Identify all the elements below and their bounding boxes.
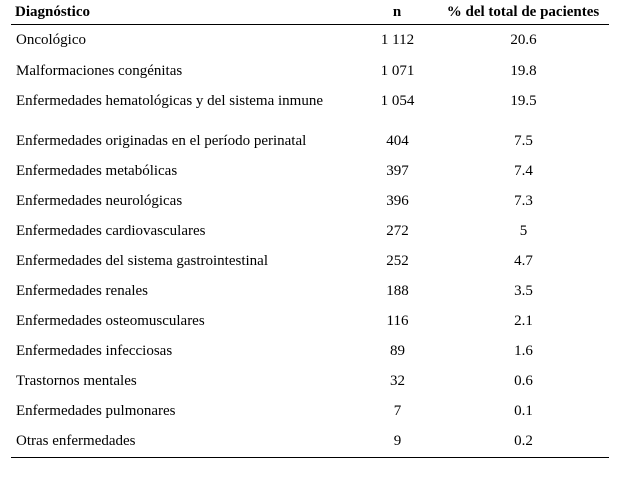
- cell-n: 252: [386, 252, 409, 269]
- cell-diagnosis: Oncológico: [16, 32, 86, 48]
- cell-percent: 1.6: [514, 342, 533, 359]
- cell-diagnosis: Enfermedades neurológicas: [16, 192, 183, 209]
- table-row: [11, 25, 609, 56]
- cell-percent: 2.1: [514, 312, 533, 329]
- cell-diagnosis: Malformaciones congénitas: [16, 62, 183, 79]
- cell-n: 32: [390, 372, 405, 389]
- table-body: [11, 25, 609, 458]
- cell-diagnosis: Enfermedades osteomusculares: [16, 312, 205, 329]
- cell-n: 396: [386, 192, 409, 209]
- cell-n: 1 112: [380, 32, 415, 48]
- cell-n: 1 054: [380, 92, 415, 109]
- cell-percent: 4.7: [514, 252, 533, 269]
- table-row: [11, 276, 609, 306]
- cell-percent: 0.2: [433, 426, 609, 458]
- cell-n: 188: [386, 282, 409, 299]
- table-row: [11, 86, 609, 126]
- cell-percent: 5: [519, 222, 528, 239]
- table-row: [11, 156, 609, 186]
- cell-diagnosis: Otras enfermedades: [11, 426, 357, 458]
- cell-n: 89: [390, 342, 405, 359]
- table-row: [11, 366, 609, 396]
- cell-percent: 19.8: [510, 62, 537, 79]
- cell-diagnosis: Trastornos mentales: [16, 372, 137, 389]
- table-row: [11, 186, 609, 216]
- cell-percent: 7.4: [514, 162, 533, 179]
- cell-percent: 3.5: [514, 282, 533, 299]
- table-header: [11, 0, 609, 25]
- table-row: [11, 216, 609, 246]
- cell-diagnosis: Enfermedades pulmonares: [16, 402, 176, 419]
- cell-diagnosis: Enfermedades hematológicas y del sistema inmune: [16, 92, 323, 109]
- table-row: [11, 246, 609, 276]
- diagnosis-table: [11, 0, 609, 458]
- cell-diagnosis: Enfermedades originadas en el período perinatal: [16, 132, 307, 149]
- cell-percent: 20.6: [510, 32, 537, 48]
- cell-n: 7: [393, 402, 402, 419]
- cell-n: 1 071: [380, 62, 415, 79]
- cell-percent: 19.5: [510, 92, 537, 109]
- cell-diagnosis: Enfermedades del sistema gastrointestinal: [16, 252, 269, 269]
- table-row: [11, 126, 609, 156]
- cell-percent: 0.6: [514, 372, 533, 389]
- cell-diagnosis: Enfermedades cardiovasculares: [16, 222, 206, 239]
- cell-n: 404: [386, 132, 409, 149]
- cell-diagnosis: Enfermedades infecciosas: [16, 342, 173, 359]
- cell-diagnosis: Enfermedades renales: [16, 282, 149, 299]
- cell-n: 9: [357, 426, 433, 458]
- header-diagnosis: Diagnóstico: [11, 0, 357, 25]
- header-percent: % del total de pacientes: [433, 0, 609, 25]
- header-row: [11, 0, 609, 25]
- cell-n: 272: [386, 222, 409, 239]
- cell-percent: 7.5: [514, 132, 533, 149]
- header-n: n: [357, 0, 433, 25]
- cell-n: 397: [386, 162, 409, 179]
- table-row: [11, 306, 609, 336]
- cell-diagnosis: Enfermedades metabólicas: [16, 162, 178, 179]
- table-row: [11, 56, 609, 86]
- table-row: [11, 336, 609, 366]
- table-row: [11, 396, 609, 426]
- cell-percent: 7.3: [514, 192, 533, 209]
- cell-percent: 0.1: [514, 402, 533, 419]
- table-row: [11, 426, 609, 458]
- cell-n: 116: [386, 312, 409, 329]
